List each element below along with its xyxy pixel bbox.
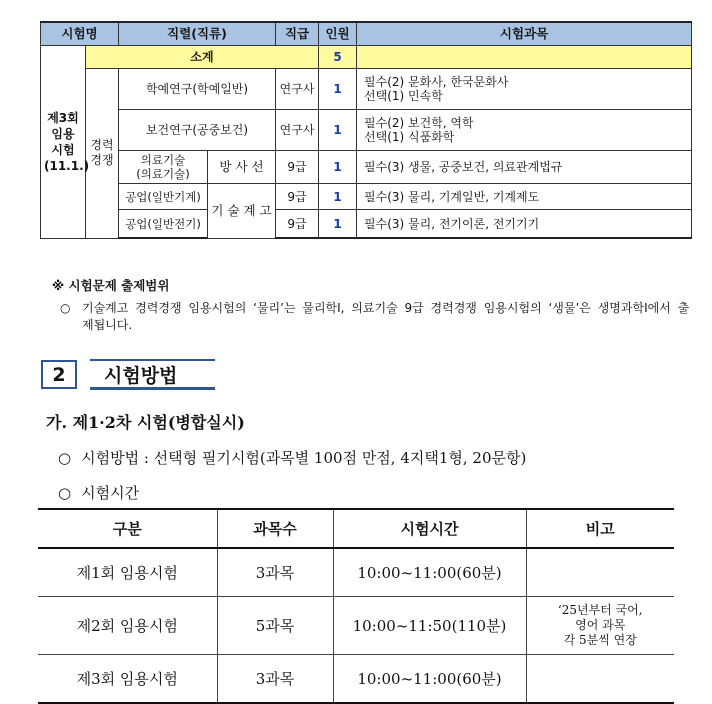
remarks [526,548,674,597]
time-line [58,482,139,503]
subjects-cell: 필수(3) 물리, 전기이론, 전기기기 [357,210,692,239]
count-cell: 1 [319,184,357,210]
header-exam-name: 시험명 [41,22,119,46]
method-text: 시험방법 : 선택형 필기시험(과목별 100점 만점, 4지택1형, 20문항) [81,449,527,467]
section-title: 시험방법 [90,359,215,390]
exam-name-cell: 제3회 임용 시험 (11.1.) [41,46,86,239]
count-cell: 1 [319,151,357,184]
header-subject-count: 과목수 [217,509,333,548]
series-cell: 공업(일반기계) [119,184,208,210]
subjects-cell: 필수(3) 생물, 공중보건, 의료관계법규 [357,151,692,184]
header-series: 직렬(직류) [119,22,276,46]
header-grade: 직급 [276,22,319,46]
count-cell: 1 [319,69,357,110]
remarks: ‘25년부터 국어, 영어 과목 각 5분씩 연장 [526,597,674,655]
header-category: 구분 [38,509,217,548]
subtotal-label: 소계 [86,46,319,69]
recruit-type-cell: 경력 경쟁 [86,69,119,239]
header-exam-time: 시험시간 [333,509,526,548]
subjects-cell: 필수(2) 보건학, 역학 선택(1) 식품화학 [357,110,692,151]
round-name: 제1회 임용시험 [38,548,217,597]
note-bullet: ○ [60,301,71,315]
time-label: 시험시간 [81,484,140,502]
subject-count: 5과목 [217,597,333,655]
subtotal-empty [357,46,692,69]
series-cell: 학예연구(학예일반) [119,69,276,110]
subtotal-count: 5 [319,46,357,69]
table-row [38,655,674,704]
exam-time-table [38,508,674,704]
table-row [38,548,674,597]
round-name: 제2회 임용시험 [38,597,217,655]
table-row [38,597,674,655]
note-title: ※ 시험문제 출제범위 [52,278,170,293]
count-cell: 1 [319,110,357,151]
method-line [58,447,526,468]
section-number: 2 [41,360,77,389]
count-cell: 1 [319,210,357,239]
header-remarks: 비고 [526,509,674,548]
subject-count: 3과목 [217,655,333,704]
grade-cell: 연구사 [276,69,319,110]
exam-time: 10:00~11:00(60분) [333,655,526,704]
series-cell: 의료기술 (의료기술) [119,151,208,184]
subjects-cell: 필수(3) 물리, 기계일반, 기계제도 [357,184,692,210]
subsection-title: 가. 제1·2차 시험(병합실시) [46,413,245,432]
header-subjects: 시험과목 [357,22,692,46]
subseries-cell: 방 사 선 [208,151,276,184]
subjects-cell: 필수(2) 문화사, 한국문화사 선택(1) 민속학 [357,69,692,110]
exam-time: 10:00~11:50(110분) [333,597,526,655]
header-count: 인원 [319,22,357,46]
round-name: 제3회 임용시험 [38,655,217,704]
grade-cell: 9급 [276,151,319,184]
series-cell: 공업(일반전기) [119,210,208,239]
note-text: 기술계고 경력경쟁 임용시험의 ‘물리’는 물리학Ⅰ, 의료기술 9급 경력경쟁 임용시험의 ‘생물’은 생명과학Ⅰ에서 출제됩니다. [82,301,690,332]
exam-time: 10:00~11:00(60분) [333,548,526,597]
grade-cell: 9급 [276,210,319,239]
grade-cell: 연구사 [276,110,319,151]
remarks [526,655,674,704]
subject-count: 3과목 [217,548,333,597]
method-bullet: ○ [58,449,72,467]
series-cell: 보건연구(공중보건) [119,110,276,151]
subseries-cell: 기 술 계 고 [208,184,276,239]
time-bullet: ○ [58,484,72,502]
note-body [60,300,690,334]
recruitment-table [40,21,692,239]
grade-cell: 9급 [276,184,319,210]
